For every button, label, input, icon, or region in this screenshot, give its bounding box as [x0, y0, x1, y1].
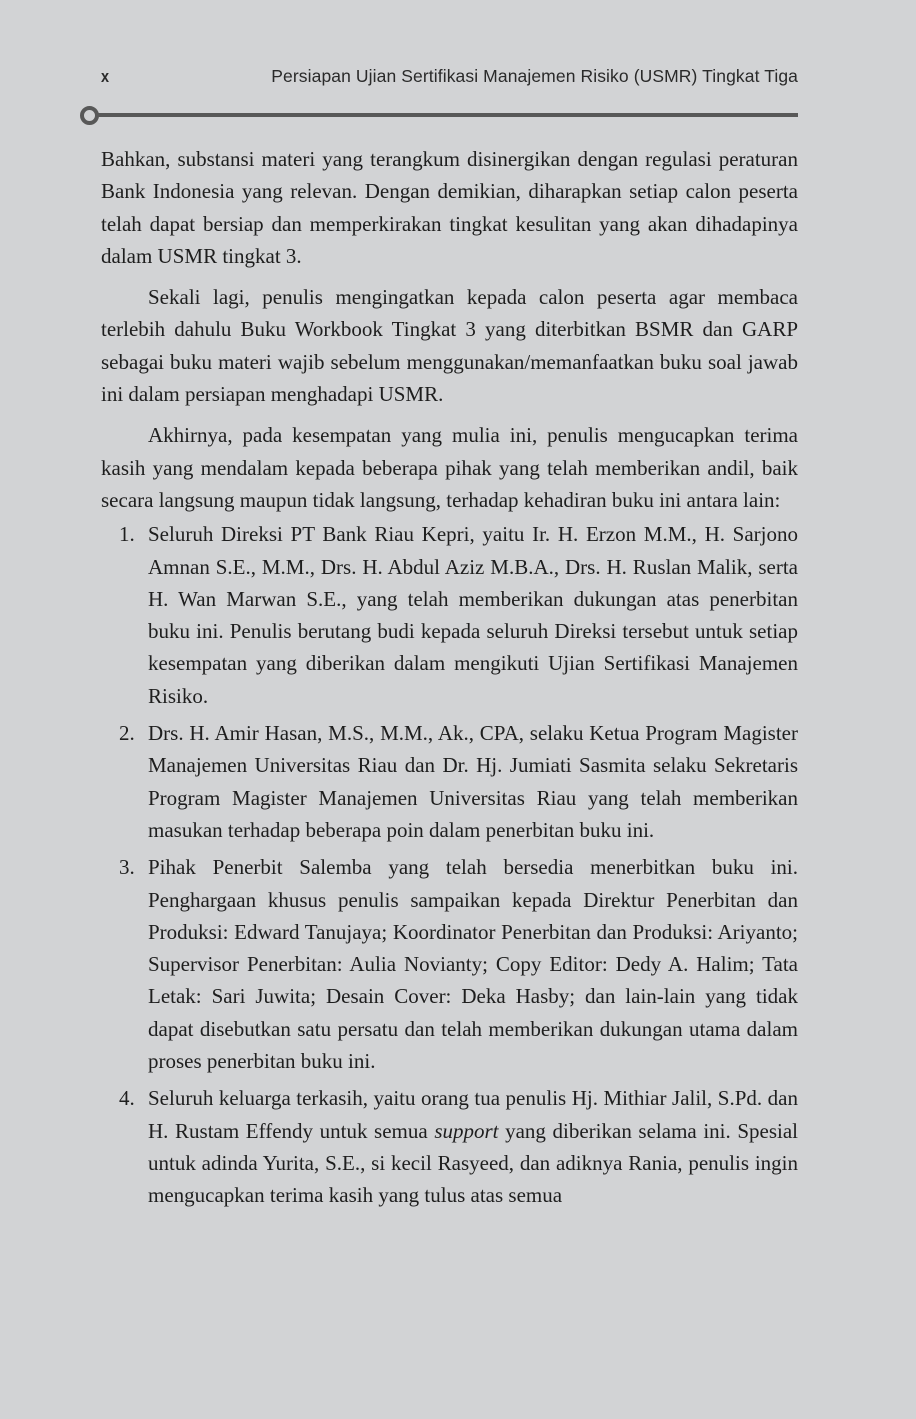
paragraph: Sekali lagi, penulis mengingatkan kepada calon peserta agar membaca terlebih dahulu Buku Workbook Tingkat 3 yang diterbitkan BSMR dan GARP sebagai buku materi wajib sebelum menggunakan/memanfaatkan buku soal jawab ini dalam persiapan menghadapi USMR.: [101, 285, 798, 407]
list-item-text: Seluruh Direksi PT Bank Riau Kepri, yaitu Ir. H. Erzon M.M., H. Sarjono Amnan S.E., M.M., Drs. H. Abdul Aziz M.B.A., Drs. H. Ruslan Malik, serta H. Wan Marwan S.E., yang telah memberikan dukungan atas penerbitan buku ini. Penulis berutang budi kepada seluruh Direksi tersebut untuk setiap kesempatan yang diberikan dalam mengikuti Ujian Sertifikasi Manajemen Risiko.: [148, 522, 798, 708]
list-item: [101, 851, 798, 1077]
list-item-number: 4.: [119, 1086, 135, 1111]
list-item: [101, 518, 798, 712]
list-item-text-after: yang diberikan selama ini. Spesial untuk adinda Yurita, S.E., si kecil Rasyeed, dan adiknya Rania, penulis ingin mengucapkan terima kasih yang tulus atas semua: [148, 1118, 798, 1208]
page-header: [101, 62, 798, 92]
list-item-number: 1.: [119, 522, 135, 547]
list-item-text-before: Seluruh keluarga terkasih, yaitu orang tua penulis Hj. Mithiar Jalil, S.Pd. dan H. Rustam Effendy untuk semua: [148, 1086, 798, 1143]
list-item-italic-term: support: [434, 1118, 499, 1143]
header-rule-ring-icon: [80, 106, 99, 125]
paragraph-continued: Bahkan, substansi materi yang terangkum disinergikan dengan regulasi peraturan Bank Indonesia yang relevan. Dengan demikian, diharapkan setiap calon peserta telah dapat bersiap dan memperkirakan tingkat kesulitan yang akan dihadapinya dalam USMR tingkat 3.: [101, 147, 798, 268]
list-item-text: Pihak Penerbit Salemba yang telah bersedia menerbitkan buku ini. Penghargaan khusus penulis sampaikan kepada Direktur Penerbitan dan Produksi: Edward Tanujaya; Koordinator Penerbitan dan Produksi: Ariyanto; Supervisor Penerbitan: Aulia Novianty; Copy Editor: Dedy A. Halim; Tata Letak: Sari Juwita; Desain Cover: Deka Hasby; dan lain-lain yang tidak dapat disebutkan satu persatu dan telah memberikan dukungan utama dalam proses penerbitan buku ini.: [148, 855, 798, 1074]
list-item: [101, 1082, 798, 1211]
header-rule: [80, 105, 798, 125]
list-item: [101, 717, 798, 846]
list-item-number: 2.: [119, 721, 135, 746]
running-title: Persiapan Ujian Sertifikasi Manajemen Risiko (USMR) Tingkat Tiga: [271, 66, 798, 86]
header-rule-line: [94, 113, 798, 117]
acknowledgement-list: [101, 518, 798, 1211]
paragraph: Akhirnya, pada kesempatan yang mulia ini, penulis mengucapkan terima kasih yang mendalam kepada beberapa pihak yang telah memberikan andil, baik secara langsung maupun tidak langsung, terhadap kehadiran buku ini antara lain:: [101, 423, 798, 512]
page-body: [101, 143, 798, 1217]
list-item-text: Drs. H. Amir Hasan, M.S., M.M., Ak., CPA, selaku Ketua Program Magister Manajemen Universitas Riau dan Dr. Hj. Jumiati Sasmita selaku Sekretaris Program Magister Manajemen Universitas Riau yang telah memberikan masukan terhadap beberapa poin dalam penerbitan buku ini.: [148, 721, 798, 842]
page-number: x: [101, 67, 110, 86]
list-item-number: 3.: [119, 855, 135, 880]
